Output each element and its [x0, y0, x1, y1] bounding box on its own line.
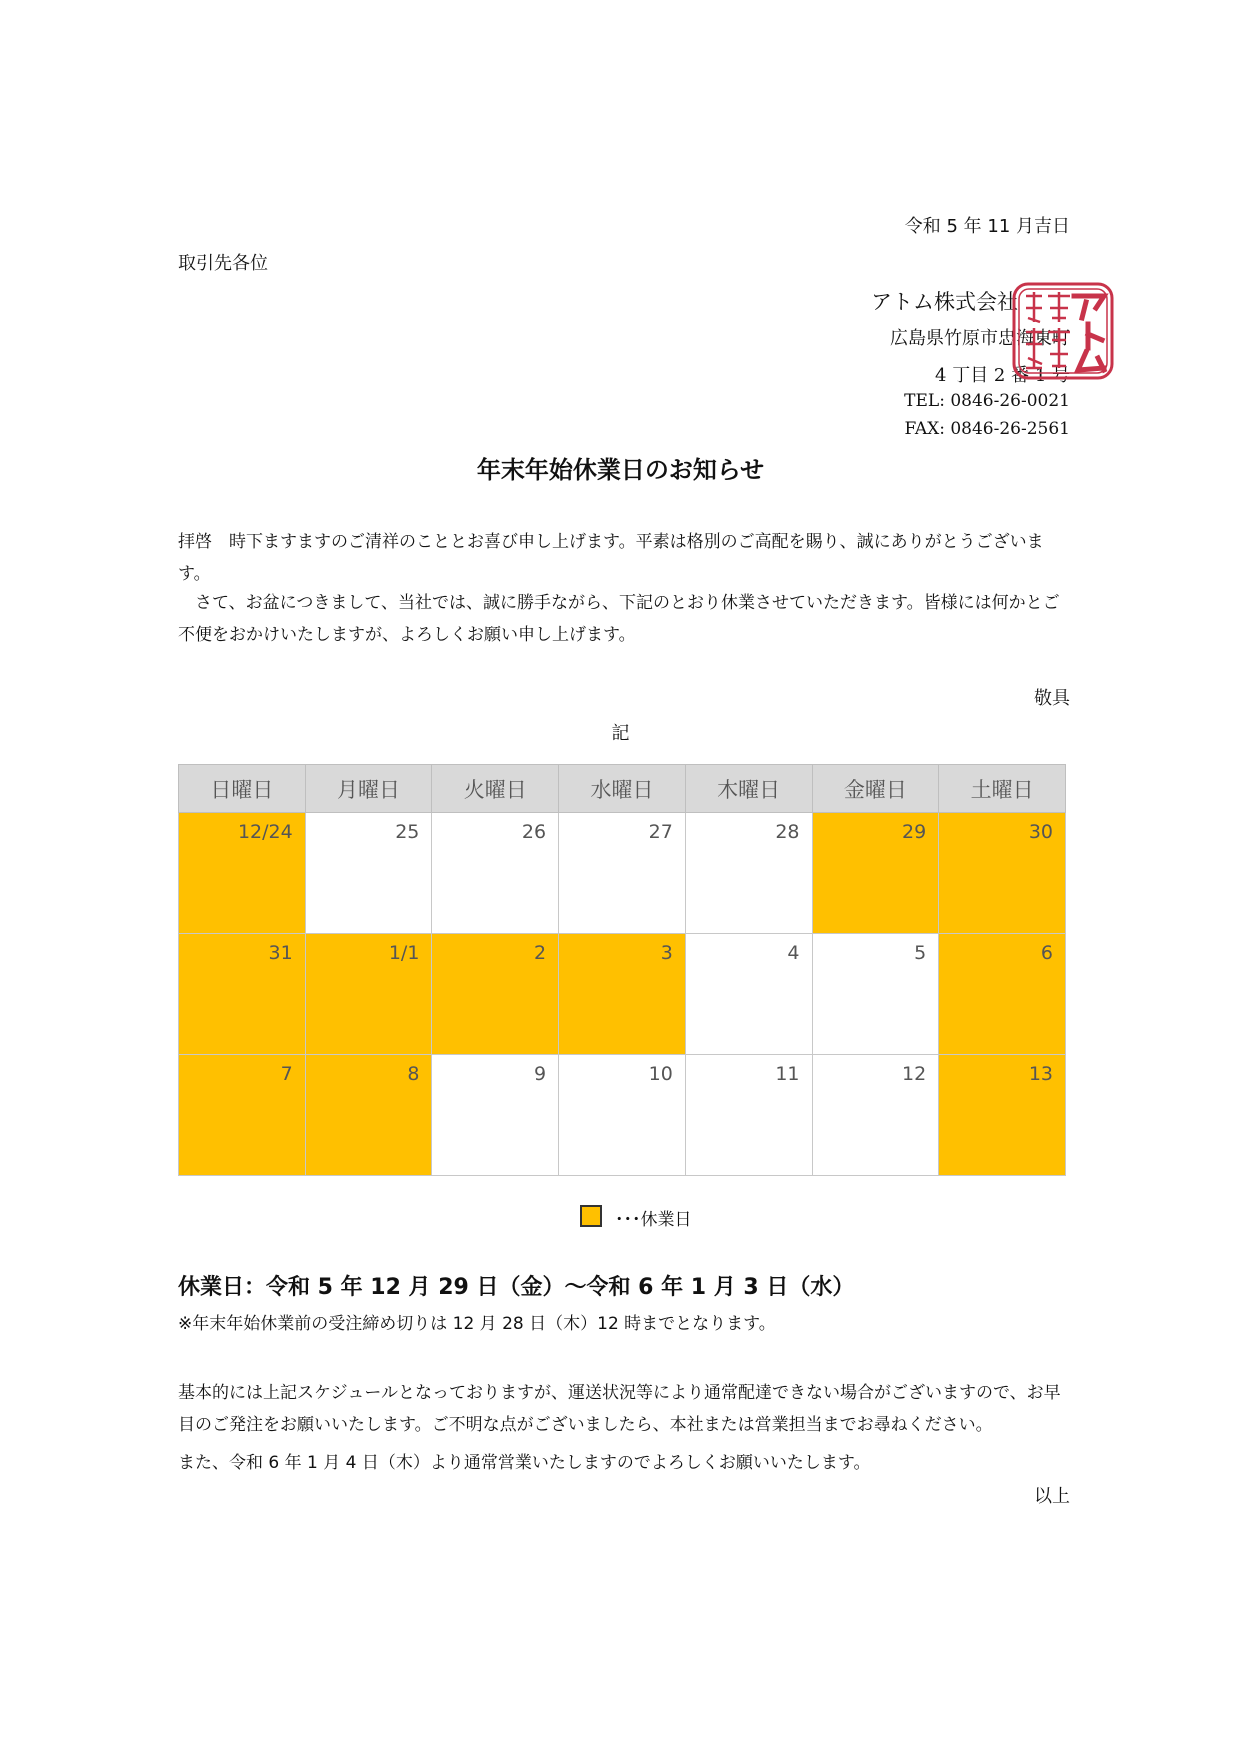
recipient: 取引先各位	[178, 253, 268, 274]
calendar-day: 11	[685, 1055, 812, 1176]
company-name: アトム株式会社	[871, 290, 1018, 314]
ki-heading: 記	[611, 723, 630, 744]
document-title: 年末年始休業日のお知らせ	[476, 456, 765, 484]
calendar-week-row	[179, 813, 1066, 934]
calendar-day: 12/24	[179, 813, 306, 934]
holiday-period: 休業日：令和 5 年 12 月 29 日（金）～令和 6 年 1 月 3 日（水）	[178, 1275, 855, 1300]
weekday-tuesday: 火曜日	[432, 765, 559, 813]
order-deadline-note: ※年末年始休業前の受注締め切りは 12 月 28 日（木）12 時までとなります。	[178, 1314, 776, 1334]
calendar-day: 4	[685, 934, 812, 1055]
calendar-day: 9	[432, 1055, 559, 1176]
holiday-calendar	[178, 764, 1066, 1176]
calendar-week-row	[179, 934, 1066, 1055]
weekday-friday: 金曜日	[812, 765, 939, 813]
calendar-day: 25	[305, 813, 432, 934]
greeting-paragraph: 拝啓 時下ますますのご清祥のこととお喜び申し上げます。平素は格別のご高配を賜り、誠にありがとうございます。	[178, 532, 1044, 584]
issue-date: 令和 5 年 11 月吉日	[904, 216, 1070, 237]
calendar-day: 13	[939, 1055, 1066, 1176]
address-line-1: 広島県竹原市忠海東町	[890, 328, 1070, 349]
calendar-week-row	[179, 1055, 1066, 1176]
calendar-day: 6	[939, 934, 1066, 1055]
resume-business-note: また、令和 6 年 1 月 4 日（木）より通常営業いたしますのでよろしくお願いいたします。	[178, 1453, 871, 1473]
telephone: TEL: 0846-26-0021	[904, 391, 1070, 411]
calendar-day: 3	[559, 934, 686, 1055]
weekday-saturday: 土曜日	[939, 765, 1066, 813]
closing-ijo: 以上	[1034, 1486, 1070, 1507]
calendar-day: 27	[559, 813, 686, 934]
legend-label: ･･･休業日	[615, 1210, 692, 1230]
calendar-day: 31	[179, 934, 306, 1055]
calendar-day: 29	[812, 813, 939, 934]
calendar-day: 5	[812, 934, 939, 1055]
company-seal-stamp	[1008, 278, 1118, 384]
fax: FAX: 0846-26-2561	[904, 419, 1070, 439]
calendar-day: 7	[179, 1055, 306, 1176]
weekday-header-row	[179, 765, 1066, 813]
legend-swatch	[580, 1205, 602, 1227]
address-line-2: 4 丁目 2 番 1 号	[935, 365, 1070, 386]
calendar-day: 2	[432, 934, 559, 1055]
calendar-day: 26	[432, 813, 559, 934]
calendar-day: 12	[812, 1055, 939, 1176]
calendar-day: 1/1	[305, 934, 432, 1055]
calendar-day: 28	[685, 813, 812, 934]
delivery-note-paragraph: 基本的には上記スケジュールとなっておりますが、運送状況等により通常配達できない場合がございますので、お早目のご発注をお願いいたします。ご不明な点がございましたら、本社または営業担当までお尋ねください。	[178, 1383, 1061, 1435]
notice-paragraph: さて、お盆につきまして、当社では、誠に勝手ながら、下記のとおり休業させていただきます。皆様には何かとご不便をおかけいたしますが、よろしくお願い申し上げます。	[178, 593, 1060, 645]
weekday-wednesday: 水曜日	[559, 765, 686, 813]
calendar-day: 30	[939, 813, 1066, 934]
closing-keigu: 敬具	[1034, 688, 1070, 709]
weekday-thursday: 木曜日	[685, 765, 812, 813]
weekday-sunday: 日曜日	[179, 765, 306, 813]
calendar-day: 8	[305, 1055, 432, 1176]
calendar-day: 10	[559, 1055, 686, 1176]
weekday-monday: 月曜日	[305, 765, 432, 813]
